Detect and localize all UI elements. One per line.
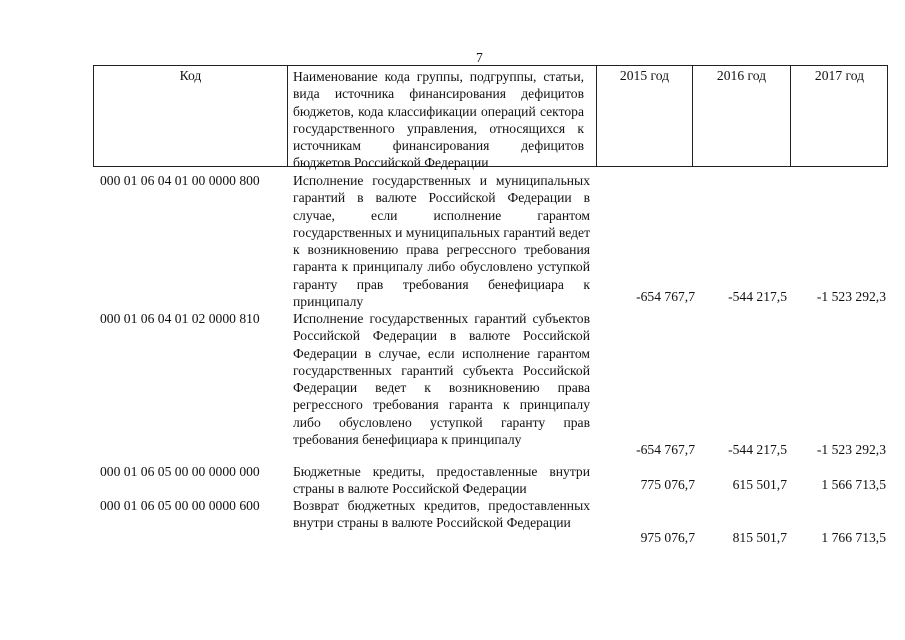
value-2015: -654 767,7 — [636, 442, 695, 457]
value-2015: -654 767,7 — [636, 289, 695, 304]
value-2017: 1 766 713,5 — [821, 530, 886, 545]
value-2016: 615 501,7 — [732, 477, 787, 492]
value-2017: -1 523 292,3 — [816, 289, 886, 304]
header-code: Код — [179, 68, 202, 83]
page-number: 7 — [476, 50, 483, 65]
row-code: 000 01 06 04 01 00 0000 800 — [100, 173, 260, 188]
header-name: Наименование кода группы, подгруппы, статьи, вида источника финансирования дефицитов бюджетов, кода классификации операций сектора государственного управления, относящихся к источникам финансирования дефицитов бюджетов Российской Федерации — [293, 69, 584, 171]
row-name: Бюджетные кредиты, предоставленные внутри страны в валюте Российской Федерации — [293, 464, 590, 497]
value-2016: -544 217,5 — [728, 289, 787, 304]
table-header — [93, 65, 888, 171]
row-name: Возврат бюджетных кредитов, предоставленных внутри страны в валюте Российской Федерации — [293, 498, 590, 531]
row-name: Исполнение государственных и муниципальных гарантий в валюте Российской Федерации в случае, если исполнение гарантом государственных и муниципальных гарантий ведет к возникновению права регрессного требования гаранта к принципалу либо обусловлено уступкой гаранту прав требования бенефициара к принципалу — [293, 173, 591, 310]
value-2017: -1 523 292,3 — [816, 442, 886, 457]
value-2015: 975 076,7 — [640, 530, 695, 545]
row-code: 000 01 06 05 00 00 0000 600 — [100, 498, 260, 513]
value-2016: 815 501,7 — [732, 530, 787, 545]
value-2016: -544 217,5 — [728, 442, 787, 457]
value-2017: 1 566 713,5 — [821, 477, 886, 492]
header-year-2017: 2017 год — [814, 68, 865, 83]
value-2015: 775 076,7 — [640, 477, 695, 492]
header-year-2016: 2016 год — [716, 68, 767, 83]
header-year-2015: 2015 год — [619, 68, 670, 83]
column-divider — [287, 66, 288, 166]
row-code: 000 01 06 05 00 00 0000 000 — [100, 464, 260, 479]
row-code: 000 01 06 04 01 02 0000 810 — [100, 311, 260, 326]
row-name: Исполнение государственных гарантий субъектов Российской Федерации в валюте Российской Федерации в случае, если исполнение гарантом государственных гарантий субъекта Российской Федерации ведет к возникновению права регрессного требования гаранта к принципалу либо обусловлено уступкой гаранту прав требования бенефициара к принципалу — [293, 311, 590, 448]
